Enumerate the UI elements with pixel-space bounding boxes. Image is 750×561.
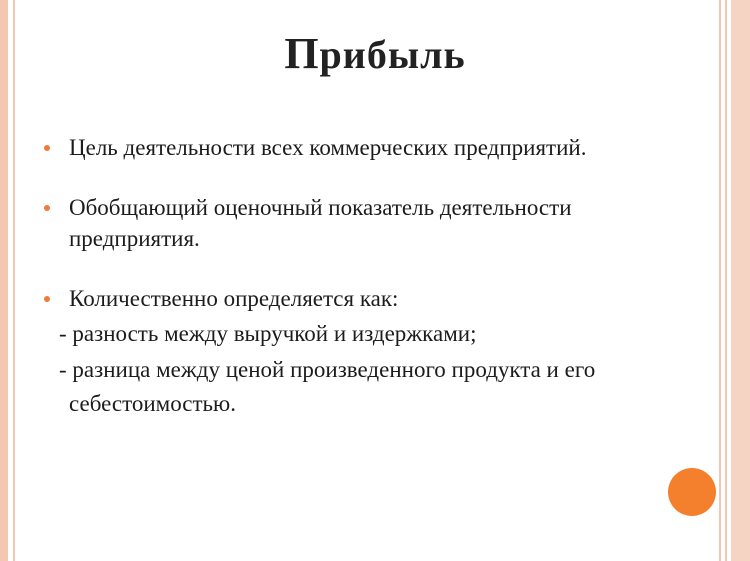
- bullet-text: Цель деятельности всех коммерческих предприятий.: [69, 135, 587, 160]
- sub-item-continuation: себестоимостью.: [69, 391, 236, 416]
- bullet-text: Обобщающий оценочный показатель деятельности предприятия.: [69, 195, 572, 251]
- bullet-dot-icon: [44, 296, 50, 302]
- sub-item: - разность между выручкой и издержками;: [59, 321, 477, 346]
- bullet-dot-icon: [44, 205, 50, 211]
- bullet-item: [44, 192, 684, 254]
- title-first-letter: П: [284, 29, 320, 78]
- left-decor-thin-stripe: [13, 0, 15, 561]
- right-decor-thin-stripe-2: [725, 0, 727, 561]
- slide-title: [0, 28, 750, 79]
- bullet-dot-icon: [44, 145, 50, 151]
- bullet-text: Количественно определяется как:: [69, 286, 399, 311]
- left-decor-stripe: [0, 0, 8, 561]
- bullet-item: [44, 132, 684, 163]
- decor-circle-icon: [668, 468, 716, 516]
- sub-item: - разница между ценой произведенного продукта и его: [59, 357, 596, 382]
- slide-body: [44, 132, 684, 419]
- right-decor-thin-stripe-1: [719, 0, 721, 561]
- title-rest: рибыль: [319, 32, 466, 77]
- right-decor-stripe: [731, 0, 750, 561]
- bullet-item: [44, 283, 684, 314]
